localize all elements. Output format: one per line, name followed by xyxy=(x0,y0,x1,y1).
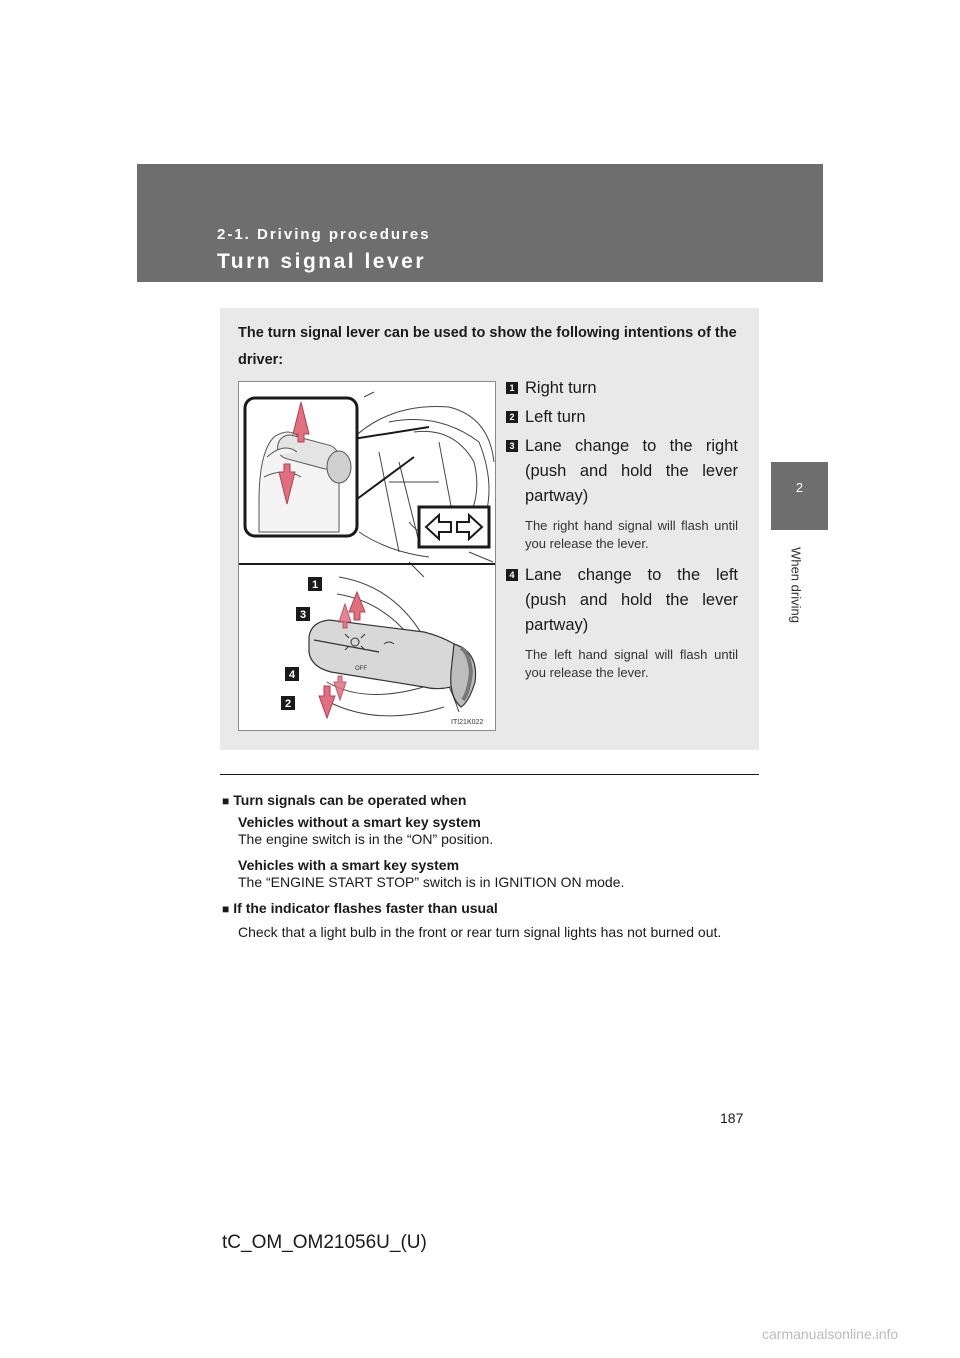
step-text: Lane change to the right (push and hold the lever partway) xyxy=(525,437,738,505)
step-item xyxy=(506,376,738,401)
sub-text: The “ENGINE START STOP” switch is in IGNITION ON mode. xyxy=(238,874,625,890)
step-badge: 3 xyxy=(506,440,518,452)
note-heading xyxy=(222,900,754,916)
step-note: The left hand signal will flash until you release the lever. xyxy=(525,647,738,680)
lever-illustration xyxy=(239,382,495,730)
page-number: 187 xyxy=(720,1110,744,1126)
notes-section xyxy=(222,792,754,943)
watermark: carmanualsonline.info xyxy=(762,1326,899,1342)
step-list xyxy=(506,376,738,686)
step-item xyxy=(506,405,738,430)
off-label: OFF xyxy=(355,666,367,672)
step-text: Left turn xyxy=(525,408,586,426)
note-body: Check that a light bulb in the front or rear turn signal lights has not burned out. xyxy=(238,924,722,940)
callout-3: 3 xyxy=(299,609,307,621)
section-label: 2-1. Driving procedures xyxy=(217,226,431,243)
chapter-label: When driving xyxy=(788,547,804,623)
info-panel xyxy=(220,308,759,750)
intro-text: The turn signal lever can be used to show the following intentions of the driver: xyxy=(238,325,737,368)
callout-4: 4 xyxy=(288,669,296,681)
note-heading xyxy=(222,792,754,808)
step-item xyxy=(506,563,738,682)
divider-rule xyxy=(220,774,759,775)
sub-text: The engine switch is in the “ON” position. xyxy=(238,831,494,847)
section-header xyxy=(137,164,823,282)
step-text: Lane change to the left (push and hold the lever partway) xyxy=(525,566,738,634)
step-note: The right hand signal will flash until you release the lever. xyxy=(525,518,738,551)
figure-code: ITI21K022 xyxy=(451,719,484,726)
bullet-icon: ■ xyxy=(222,794,230,808)
step-item xyxy=(506,434,738,553)
step-text: Right turn xyxy=(525,379,597,397)
chapter-tab xyxy=(771,462,828,530)
bullet-icon: ■ xyxy=(222,902,230,916)
document-code: tC_OM_OM21056U_(U) xyxy=(222,1232,427,1253)
callout-1: 1 xyxy=(311,579,319,591)
step-badge: 2 xyxy=(506,411,518,423)
step-badge: 4 xyxy=(506,569,518,581)
callout-2: 2 xyxy=(284,698,292,710)
note-heading-text: If the indicator flashes faster than usual xyxy=(233,900,498,916)
step-badge: 1 xyxy=(506,382,518,394)
sub-heading: Vehicles without a smart key system xyxy=(238,814,481,830)
sub-heading: Vehicles with a smart key system xyxy=(238,857,460,873)
page-title: Turn signal lever xyxy=(217,250,426,273)
turn-signal-figure xyxy=(238,381,496,731)
note-heading-text: Turn signals can be operated when xyxy=(233,792,467,808)
chapter-number: 2 xyxy=(795,480,804,495)
